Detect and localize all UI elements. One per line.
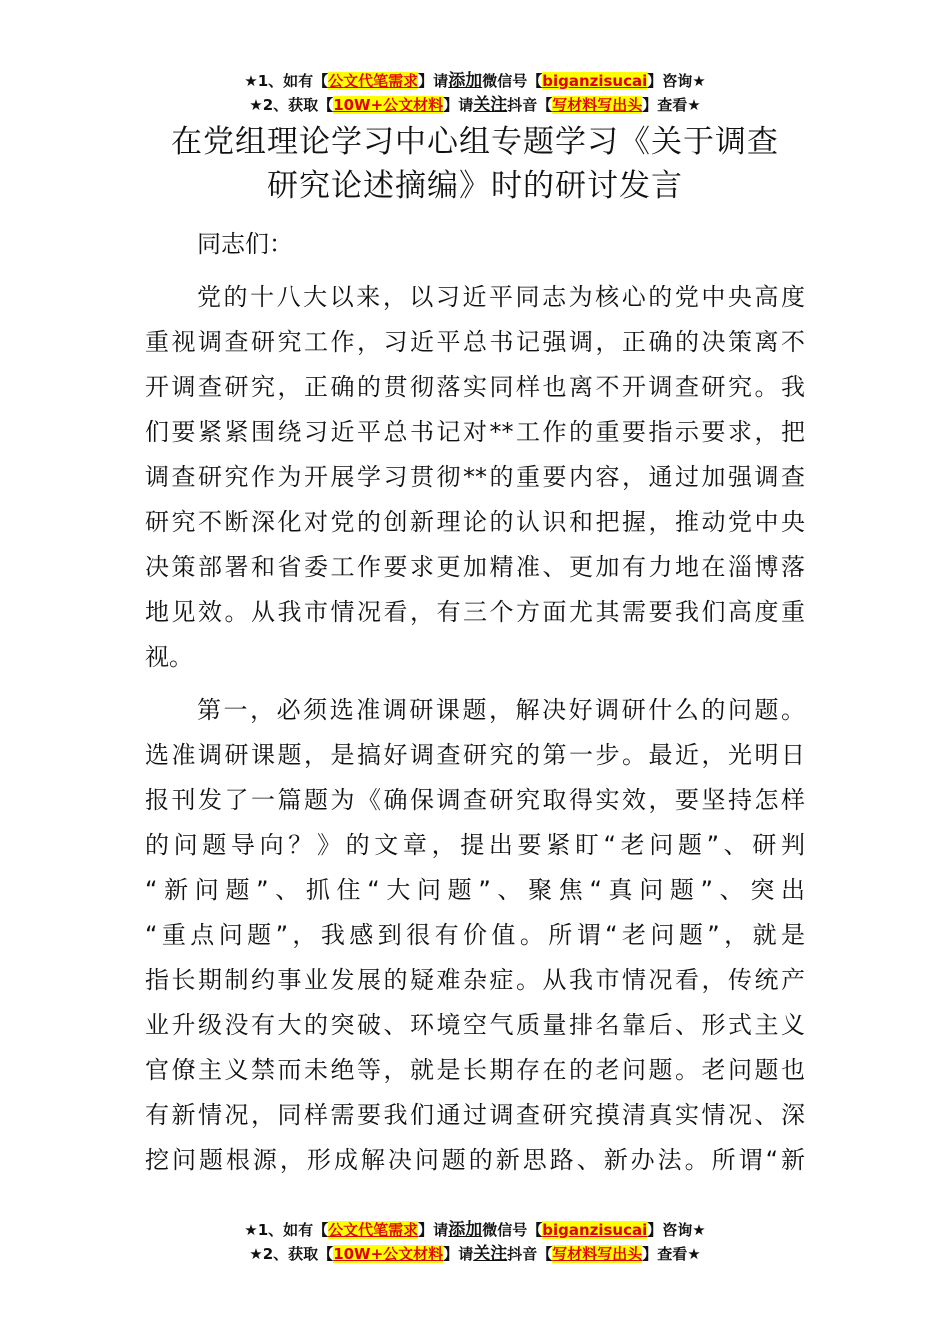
text-line: 地见效。从我市情况看，有三个方面尤其需要我们高度重 (145, 598, 805, 626)
text: 】查看★ (642, 1245, 701, 1263)
footer-banner (0, 1218, 950, 1266)
text-line: 们要紧紧围绕习近平总书记对**工作的重要指示要求，把 (145, 418, 805, 446)
text-line: “新问题”、抓住“大问题”、聚焦“真问题”、突出 (145, 876, 805, 904)
text: 】咨询★ (647, 72, 706, 90)
salutation: 同志们： (197, 230, 293, 258)
text-line: 官僚主义禁而未绝等，就是长期存在的老问题。老问题也 (145, 1056, 805, 1084)
emphasis: 关注 (473, 95, 508, 115)
header-banner (0, 69, 950, 117)
text: 】请 (443, 96, 474, 114)
banner-line-1 (0, 69, 950, 93)
text: ★2、获取【 (249, 96, 334, 114)
emphasis: 添加 (448, 1220, 483, 1240)
text: 微信号【 (482, 1221, 543, 1239)
paragraph (145, 688, 805, 1183)
text: ★1、如有【 (244, 72, 329, 90)
highlight: 公文代笔需求 (328, 1221, 419, 1239)
text: 】请 (418, 72, 449, 90)
highlight: biganzisucai (542, 72, 648, 90)
title-line: 研究论述摘编》时的研讨发言 (267, 168, 683, 204)
emphasis: 添加 (448, 71, 483, 91)
highlight: 10W+公文材料 (333, 1245, 444, 1263)
text-line: 视。 (145, 643, 193, 671)
text-line: 指长期制约事业发展的疑难杂症。从我市情况看，传统产 (145, 966, 805, 994)
emphasis: 关注 (473, 1244, 508, 1264)
text: 】查看★ (642, 96, 701, 114)
text: 】请 (443, 1245, 474, 1263)
text: 】咨询★ (647, 1221, 706, 1239)
text-line: 有新情况，同样需要我们通过调查研究摸清真实情况、深 (145, 1101, 805, 1129)
text-line: 决策部署和省委工作要求更加精准、更加有力地在淄博落 (145, 553, 805, 581)
text: 抖音【 (507, 96, 553, 114)
highlight: 写材料写出头 (552, 96, 643, 114)
text: ★1、如有【 (244, 1221, 329, 1239)
text: ★2、获取【 (249, 1245, 334, 1263)
text-line: 开调查研究，正确的贯彻落实同样也离不开调查研究。我 (145, 373, 805, 401)
highlight: 写材料写出头 (552, 1245, 643, 1263)
text-line: 选准调研课题，是搞好调查研究的第一步。最近，光明日 (145, 741, 805, 769)
title-line: 在党组理论学习中心组专题学习《关于调查 (171, 124, 779, 160)
text-line: 党的十八大以来，以习近平同志为核心的党中央高度 (197, 283, 805, 311)
text-line: 调查研究作为开展学习贯彻**的重要内容，通过加强调查 (145, 463, 805, 491)
text-line: 报刊发了一篇题为《确保调查研究取得实效，要坚持怎样 (145, 786, 805, 814)
text: 抖音【 (507, 1245, 553, 1263)
text: 微信号【 (482, 72, 543, 90)
highlight: 10W+公文材料 (333, 96, 444, 114)
highlight: biganzisucai (542, 1221, 648, 1239)
paragraph (145, 275, 805, 680)
document-title (0, 120, 950, 208)
text-line: 业升级没有大的突破、环境空气质量排名靠后、形式主义 (145, 1011, 805, 1039)
banner-line-1 (0, 1218, 950, 1242)
text-line: 挖问题根源，形成解决问题的新思路、新办法。所谓“新 (145, 1146, 805, 1174)
text-line: 的问题导向？》的文章，提出要紧盯“老问题”、研判 (145, 831, 805, 859)
banner-line-2 (0, 1242, 950, 1266)
text-line: “重点问题”，我感到很有价值。所谓“老问题”，就是 (145, 921, 805, 949)
text-line: 重视调查研究工作，习近平总书记强调，正确的决策离不 (145, 328, 805, 356)
banner-line-2 (0, 93, 950, 117)
text: 】请 (418, 1221, 449, 1239)
text-line: 研究不断深化对党的创新理论的认识和把握，推动党中央 (145, 508, 805, 536)
document-body (145, 222, 805, 1191)
text-line: 第一，必须选准调研课题，解决好调研什么的问题。 (197, 696, 805, 724)
highlight: 公文代笔需求 (328, 72, 419, 90)
